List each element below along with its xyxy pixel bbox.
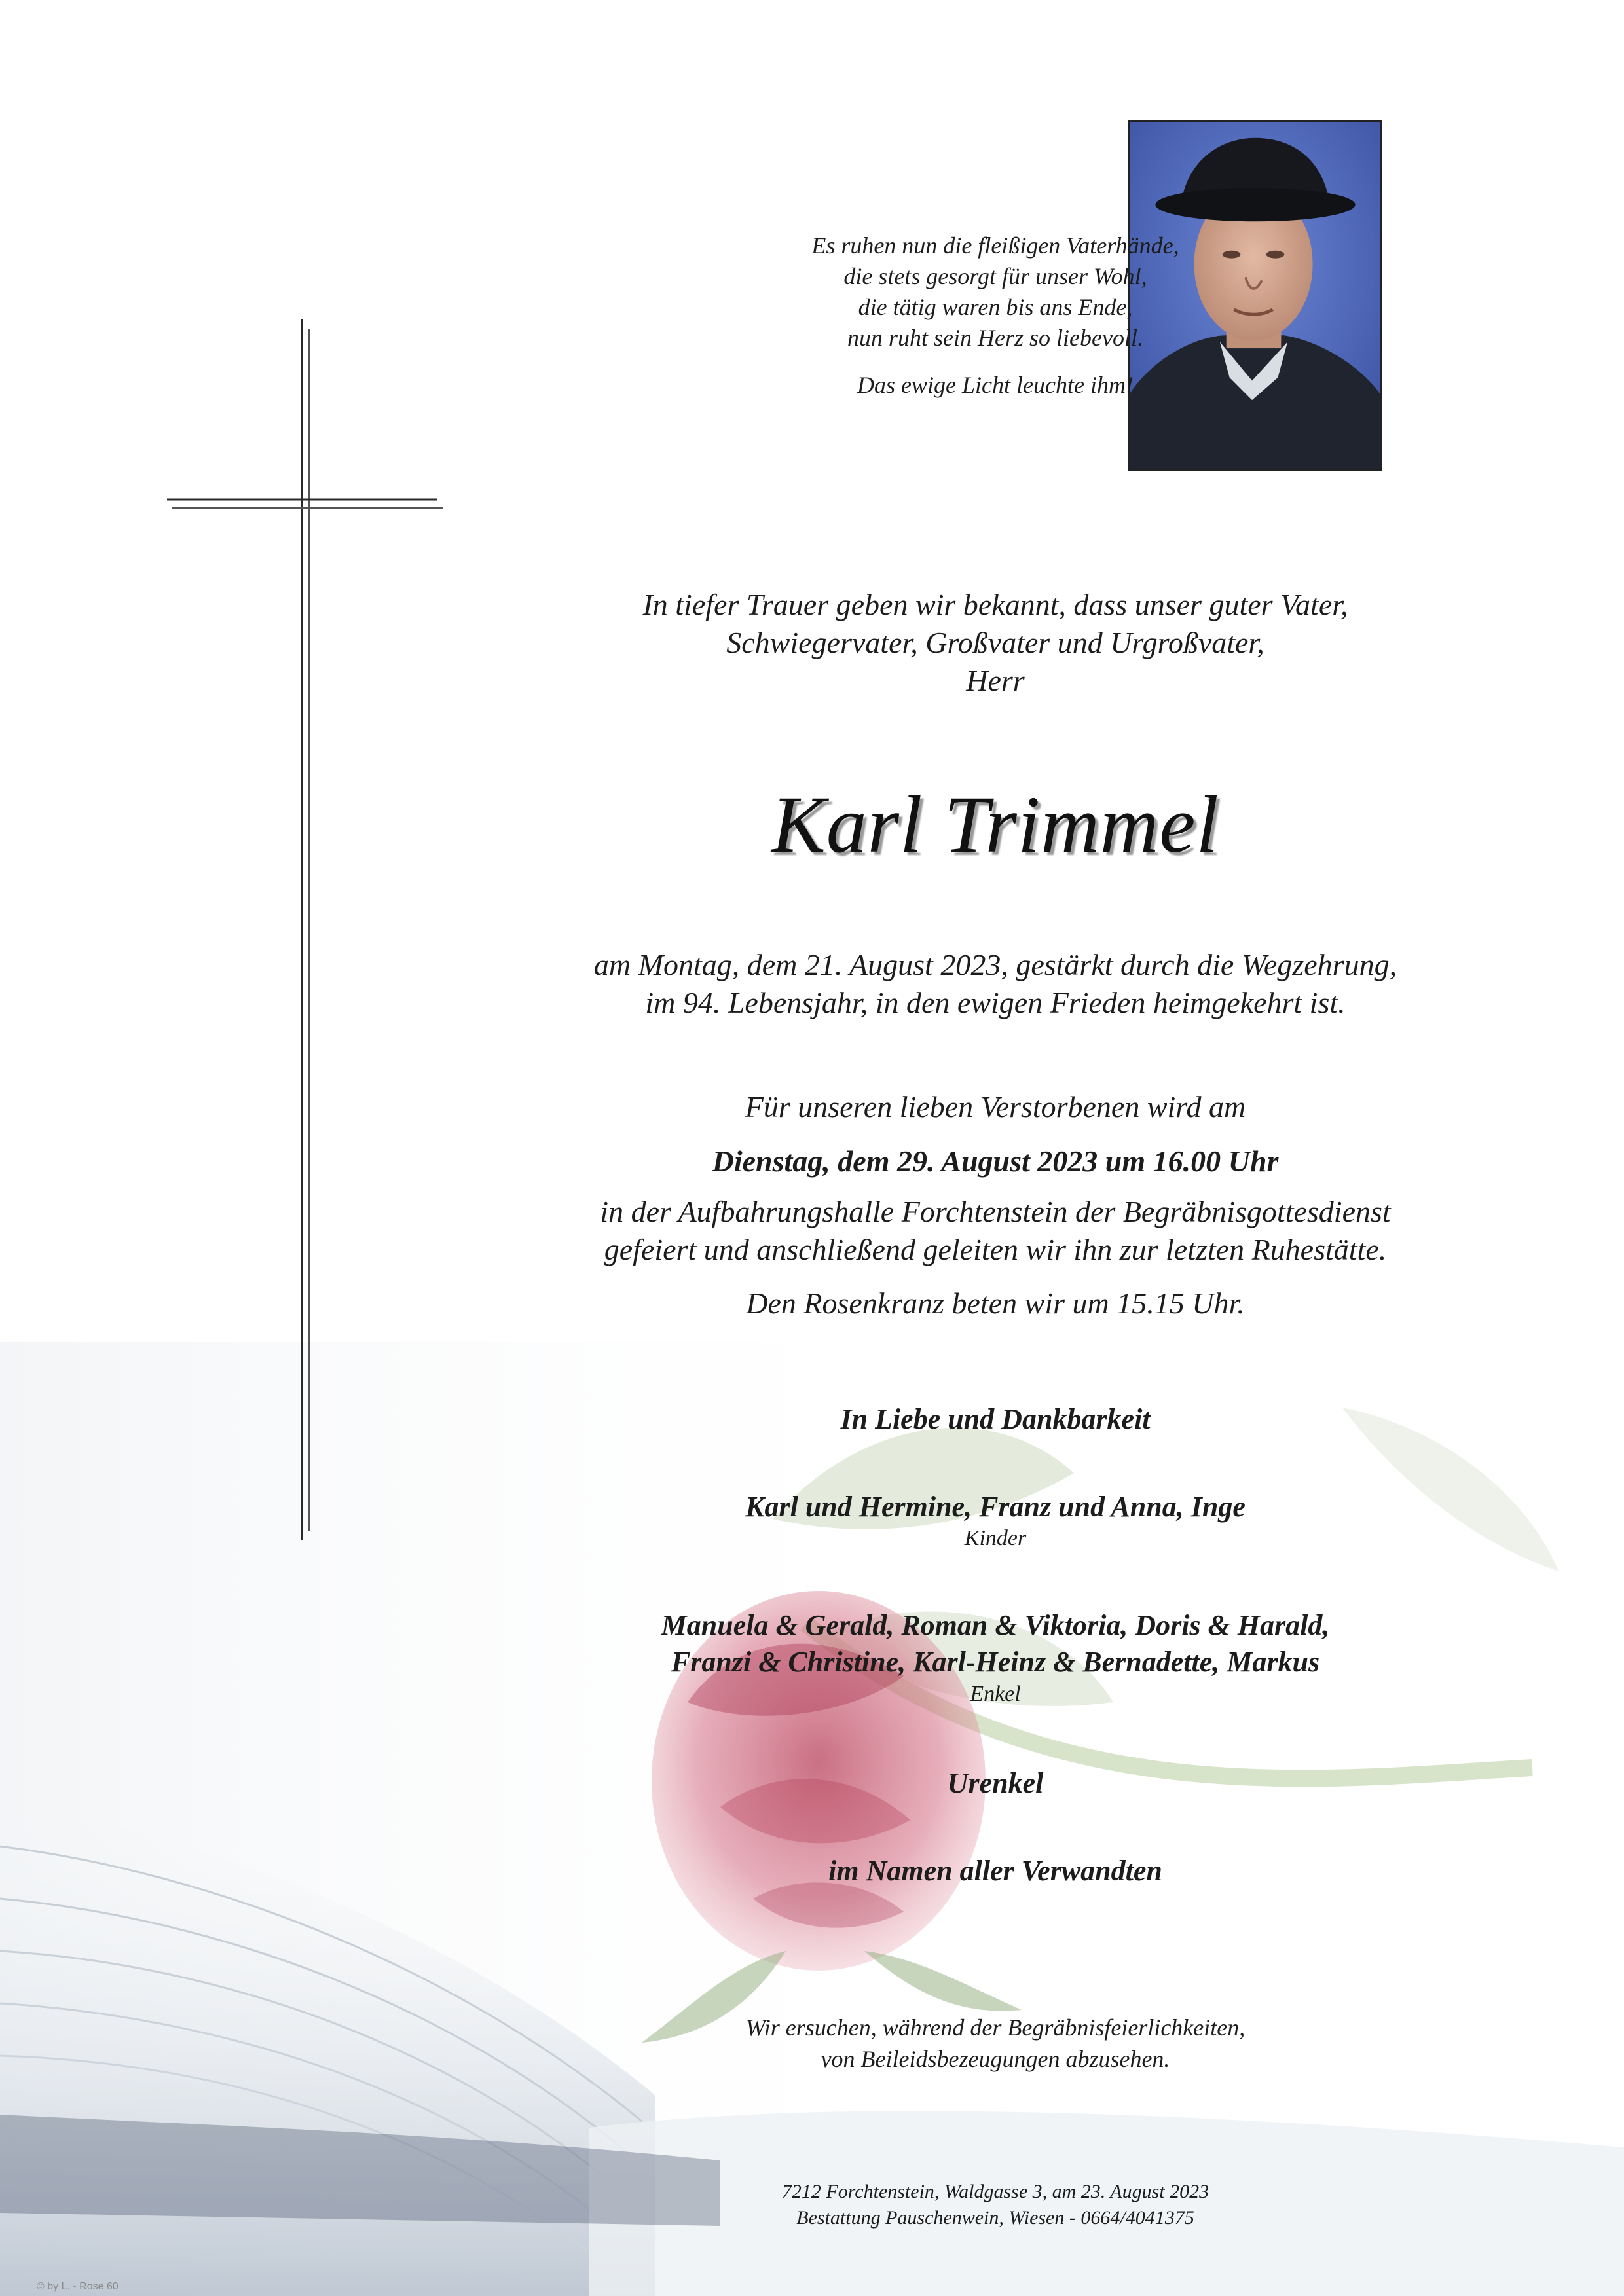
children-label: Kinder	[964, 1526, 1027, 1550]
grandchildren-line: Manuela & Gerald, Roman & Viktoria, Doris & Harald,	[661, 1609, 1330, 1641]
death-notice-line: im 94. Lebensjahr, in den ewigen Frieden heimgekehrt ist.	[645, 986, 1346, 1019]
footer-address: 7212 Forchtenstein, Waldgasse 3, am 23. August 2023	[781, 2181, 1209, 2202]
condolence-request	[498, 2012, 1493, 2075]
grandchildren-names	[498, 1607, 1493, 1681]
great-grandchildren: Urenkel	[947, 1767, 1044, 1799]
verse-closing-line: Das ewige Licht leuchte ihm!	[857, 372, 1134, 398]
service-intro: Für unseren lieben Verstorbenen wird am	[745, 1090, 1246, 1123]
verse-line: Es ruhen nun die fleißigen Vaterhände,	[811, 232, 1179, 259]
service-location-line: gefeiert und anschließend geleiten wir ihn zur letzten Ruhestätte.	[604, 1233, 1387, 1266]
death-notice	[498, 946, 1493, 1022]
design-credit: © by L. - Rose 60	[37, 2281, 119, 2292]
relatives: im Namen aller Verwandten	[828, 1855, 1162, 1887]
service-location-line: in der Aufbahrungshalle Forchtenstein der Begräbnisgottesdienst	[600, 1195, 1391, 1228]
service-location	[498, 1193, 1493, 1269]
grandchildren-label: Enkel	[970, 1682, 1021, 1706]
verse-line: nun ruht sein Herz so liebevoll.	[847, 325, 1143, 351]
grandchildren-line: Franzi & Christine, Karl-Heinz & Bernadette, Markus	[671, 1646, 1320, 1678]
request-line: Wir ersuchen, während der Begräbnisfeierlichkeiten,	[745, 2014, 1246, 2041]
announcement-line: Schwiegervater, Großvater und Urgroßvater,	[726, 626, 1264, 659]
footer-funeral-home: Bestattung Pauschenwein, Wiesen - 0664/4041375	[796, 2207, 1194, 2229]
announcement	[498, 586, 1493, 700]
deceased-name: Karl Trimmel	[771, 780, 1219, 869]
mourners-heading: In Liebe und Dankbarkeit	[840, 1403, 1151, 1435]
verse-line: die tätig waren bis ans Ende,	[858, 294, 1133, 320]
footer	[498, 2179, 1493, 2231]
announcement-line: In tiefer Trauer geben wir bekannt, dass unser guter Vater,	[642, 588, 1348, 621]
verse	[498, 230, 1493, 354]
verse-line: die stets gesorgt für unser Wohl,	[843, 263, 1147, 289]
rosary-time: Den Rosenkranz beten wir um 15.15 Uhr.	[746, 1286, 1245, 1320]
request-line: von Beileidsbezeugungen abzusehen.	[821, 2046, 1170, 2072]
children-names: Karl und Hermine, Franz und Anna, Inge	[745, 1491, 1246, 1523]
death-notice-line: am Montag, dem 21. August 2023, gestärkt durch die Wegzehrung,	[593, 948, 1397, 981]
service-datetime: Dienstag, dem 29. August 2023 um 16.00 Uhr	[712, 1144, 1279, 1178]
verse-closing	[498, 370, 1493, 401]
announcement-line: Herr	[966, 664, 1025, 697]
